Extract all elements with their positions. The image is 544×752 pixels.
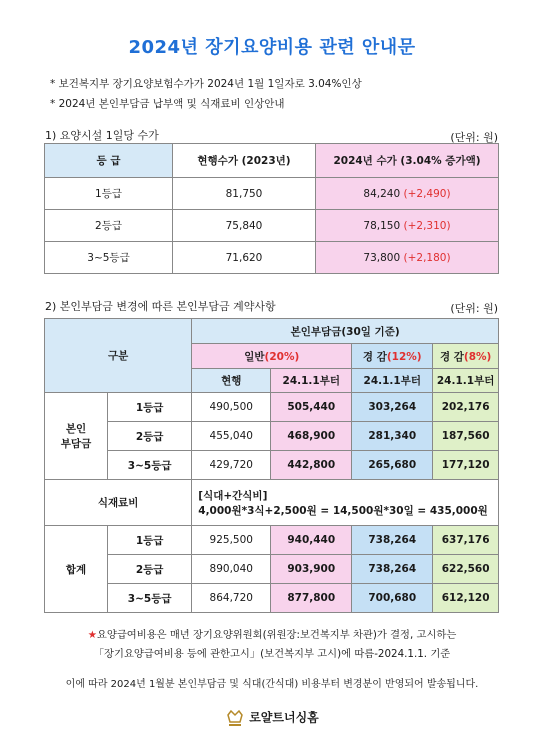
table-row (45, 526, 499, 555)
r8-cell: 622,560 (433, 555, 499, 584)
new-fee-cell: 84,240 (+2,490) (316, 178, 499, 210)
grade-cell: 1등급 (45, 178, 173, 210)
current-cell: 429,720 (192, 451, 271, 480)
crown-icon (225, 707, 245, 729)
header-current: 현행 (192, 369, 271, 393)
header-from-r8: 24.1.1부터 (433, 369, 499, 393)
general-cell: 468,900 (271, 422, 352, 451)
r8-cell: 187,560 (433, 422, 499, 451)
page-title: 2024년 장기요양비용 관련 안내문 (128, 37, 416, 58)
r12-cell: 281,340 (352, 422, 433, 451)
copay-table (44, 318, 499, 613)
r8-cell: 612,120 (433, 584, 499, 613)
note-1: * 보건복지부 장기요양보험수가가 2024년 1월 1일자로 3.04%인상 (50, 78, 362, 90)
r12-cell: 738,264 (352, 555, 433, 584)
grade-cell: 1등급 (108, 393, 192, 422)
table-row (45, 451, 499, 480)
new-fee-cell: 73,800 (+2,180) (316, 242, 499, 274)
current-cell: 925,500 (192, 526, 271, 555)
general-cell: 903,900 (271, 555, 352, 584)
table-row (45, 178, 499, 210)
total-label: 합계 (45, 526, 108, 613)
r12-cell: 700,680 (352, 584, 433, 613)
general-cell: 442,800 (271, 451, 352, 480)
general-cell: 505,440 (271, 393, 352, 422)
r8-cell: 637,176 (433, 526, 499, 555)
r8-cell: 177,120 (433, 451, 499, 480)
current-fee-cell: 75,840 (173, 210, 316, 242)
grade-cell: 2등급 (108, 555, 192, 584)
grade-cell: 3~5등급 (108, 584, 192, 613)
r12-cell: 738,264 (352, 526, 433, 555)
header-current: 현행수가 (2023년) (173, 144, 316, 178)
grade-cell: 2등급 (108, 422, 192, 451)
r8-cell: 202,176 (433, 393, 499, 422)
general-cell: 877,800 (271, 584, 352, 613)
section2-unit: (단위: 원) (450, 302, 498, 315)
new-fee-cell: 78,150 (+2,310) (316, 210, 499, 242)
header-main: 본인부담금(30일 기준) (192, 319, 499, 344)
header-general: 일반(20%) (192, 344, 352, 369)
note-2: * 2024년 본인부담금 납부액 및 식재료비 인상안내 (50, 98, 285, 110)
header-group: 구분 (45, 319, 192, 393)
header-new: 2024년 수가 (3.04% 증가액) (316, 144, 499, 178)
current-cell: 490,500 (192, 393, 271, 422)
header-from-general: 24.1.1부터 (271, 369, 352, 393)
footer-line-2: 「장기요양급여비용 등에 관한고시」(보건복지부 고시)에 따름-2024.1.1. 기준 (93, 648, 451, 660)
table-row (45, 480, 499, 526)
current-cell: 890,040 (192, 555, 271, 584)
r12-cell: 265,680 (352, 451, 433, 480)
section2-heading: 2) 본인부담금 변경에 따른 본인부담금 계약사항 (45, 300, 276, 313)
table-row (45, 584, 499, 613)
table-row (45, 210, 499, 242)
r12-cell: 303,264 (352, 393, 433, 422)
header-from-r12: 24.1.1부터 (352, 369, 433, 393)
table-row (45, 393, 499, 422)
self-pay-label: 본인 부담금 (45, 393, 108, 480)
general-cell: 940,440 (271, 526, 352, 555)
header-grade: 등 급 (45, 144, 173, 178)
header-reduce8: 경 감(8%) (433, 344, 499, 369)
food-label: 식재료비 (45, 480, 192, 526)
grade-cell: 3~5등급 (108, 451, 192, 480)
current-fee-cell: 71,620 (173, 242, 316, 274)
table-row (45, 242, 499, 274)
footer-line-1: ★요양급여비용은 매년 장기요양위원회(위원장:보건복지부 차관)가 결정, 고시하는 (87, 629, 457, 641)
table-row (45, 422, 499, 451)
brand-name: 로얄트너싱홈 (249, 710, 319, 725)
grade-cell: 1등급 (108, 526, 192, 555)
current-fee-cell: 81,750 (173, 178, 316, 210)
brand-logo (0, 707, 544, 729)
header-reduce12: 경 감(12%) (352, 344, 433, 369)
food-formula: [식대+간식비] 4,000원*3식+2,500원 = 14,500원*30일 = 435,000원 (192, 480, 499, 526)
grade-cell: 3~5등급 (45, 242, 173, 274)
current-cell: 455,040 (192, 422, 271, 451)
table-row (45, 555, 499, 584)
fee-table (44, 143, 499, 274)
grade-cell: 2등급 (45, 210, 173, 242)
star-icon: ★ (87, 629, 97, 641)
footer-line-3: 이에 따라 2024년 1월분 본인부담금 및 식대(간식대) 비용부터 변경분이 반영되어 발송됩니다. (65, 679, 479, 690)
section1-heading: 1) 요양시설 1일당 수가 (45, 129, 159, 142)
section1-unit: (단위: 원) (450, 131, 498, 144)
current-cell: 864,720 (192, 584, 271, 613)
